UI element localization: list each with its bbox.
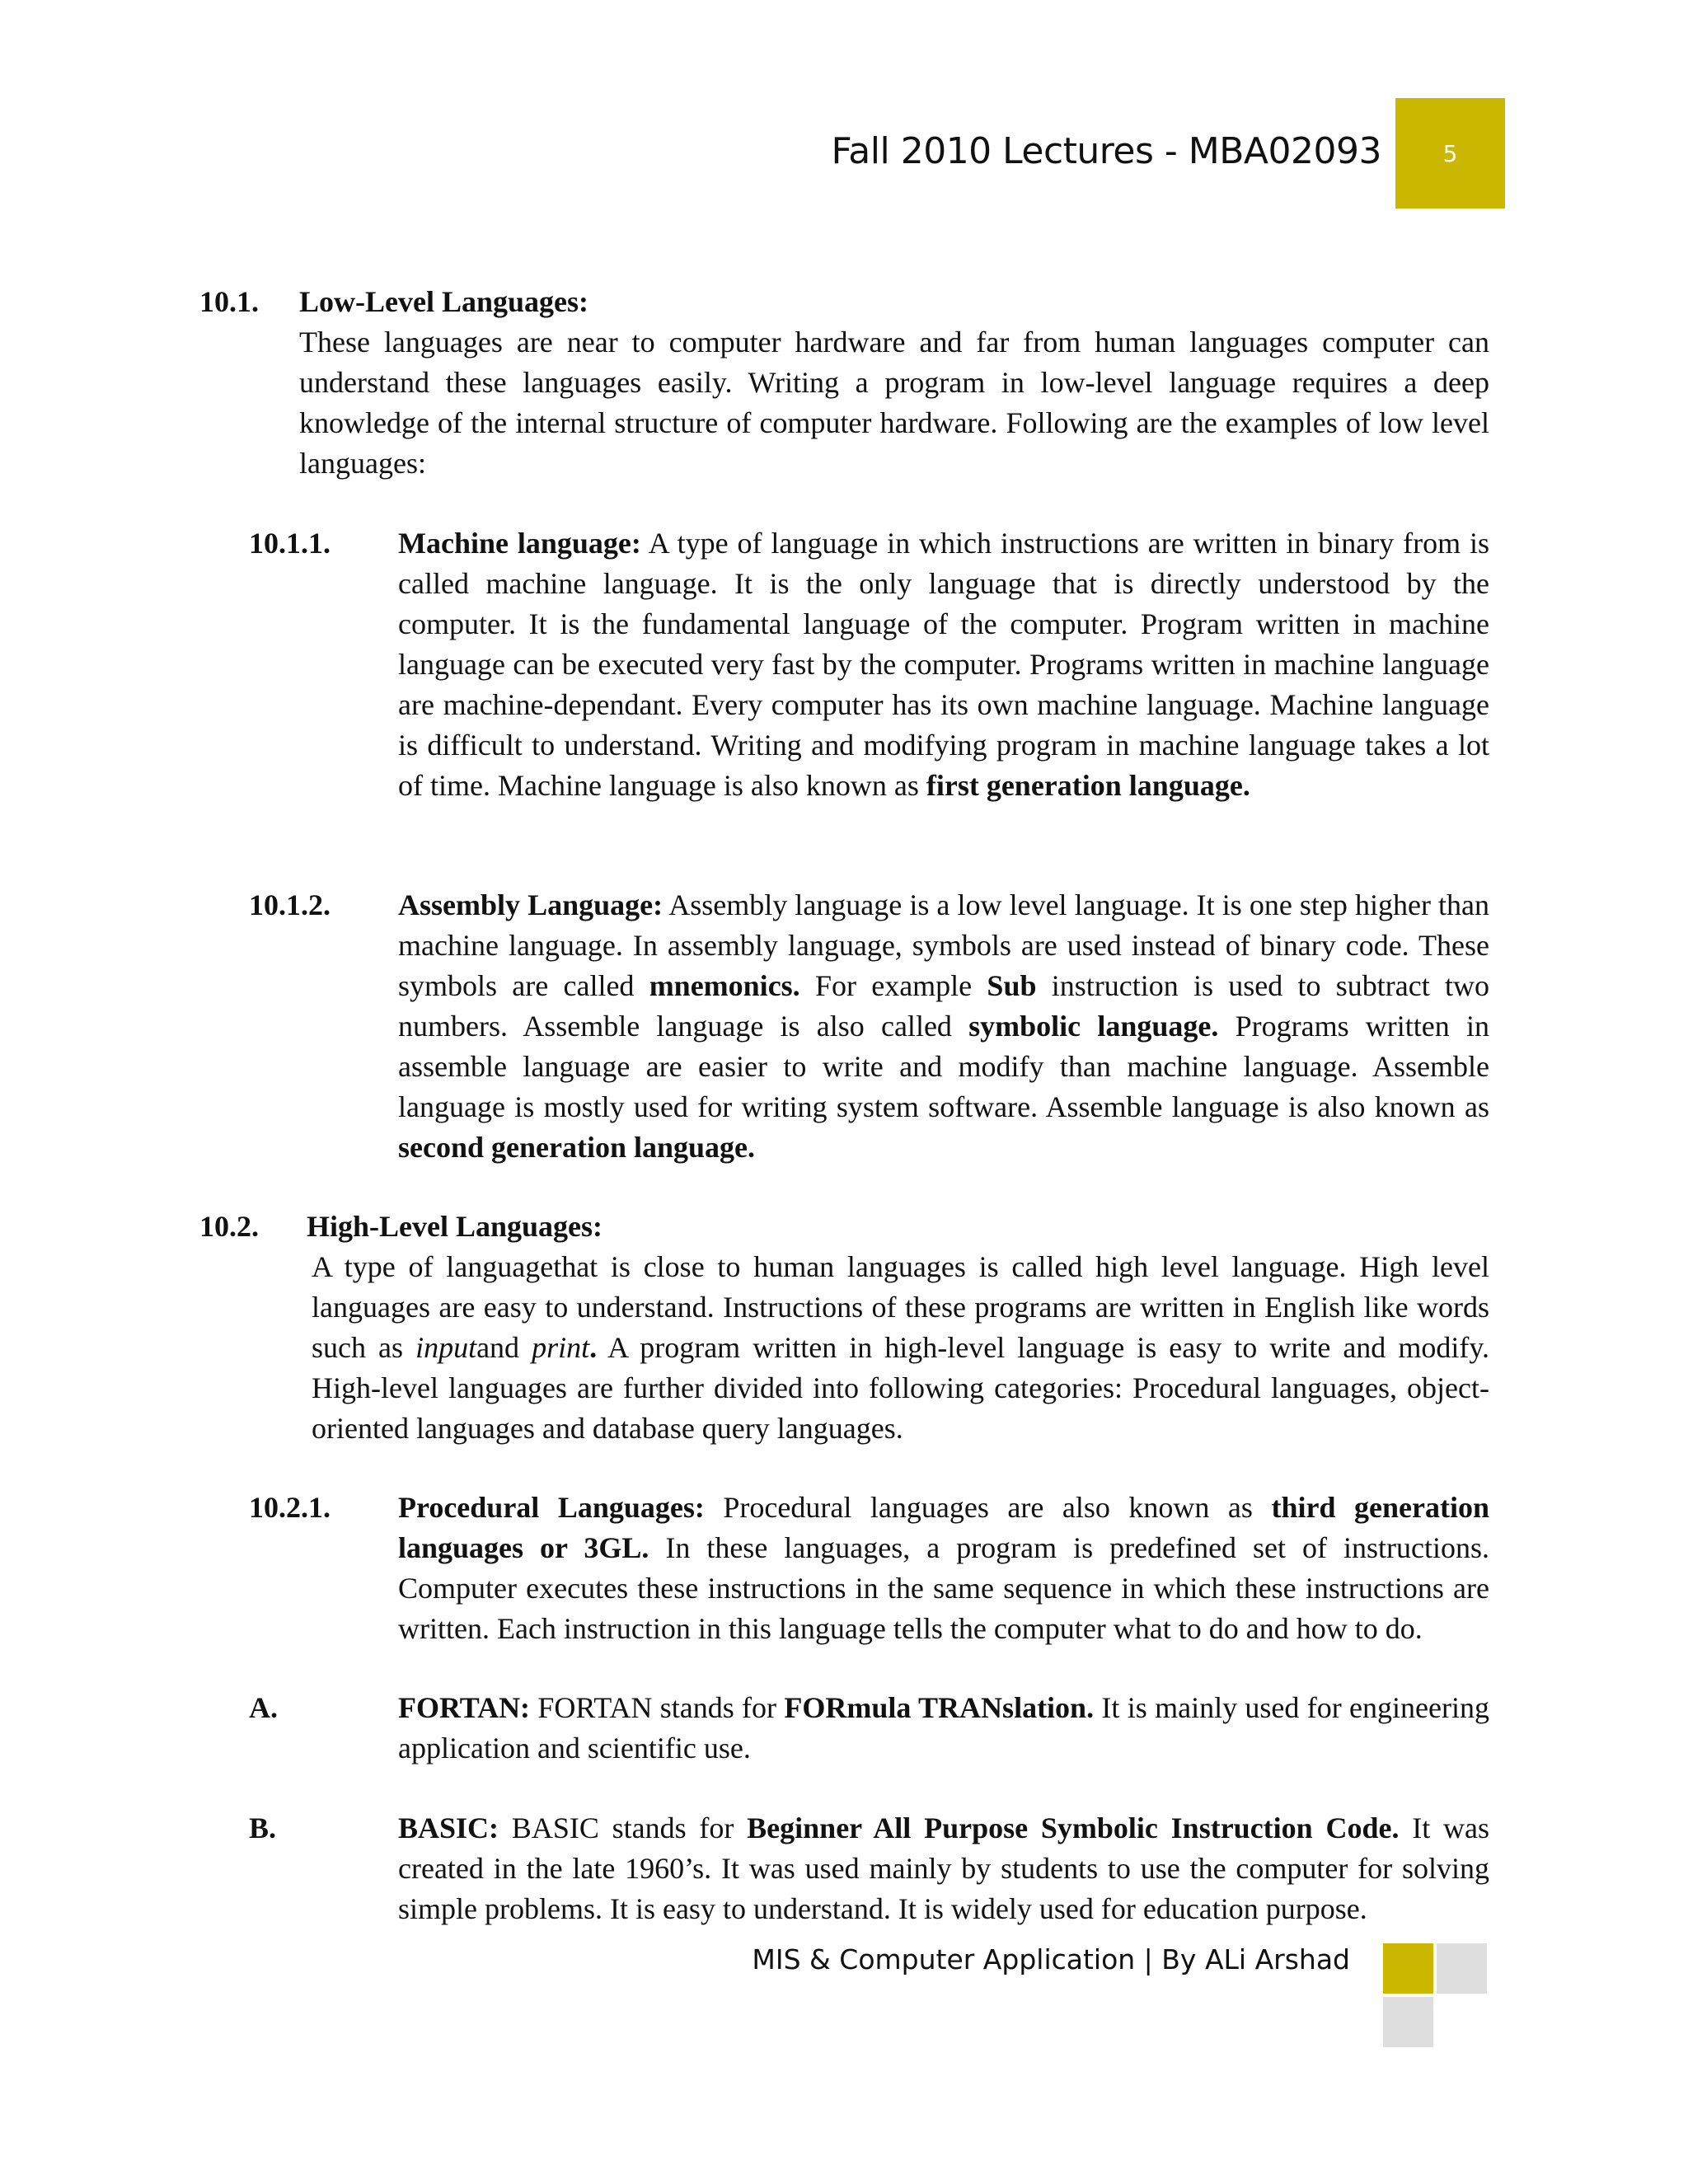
section-number: 10.2. [199,1210,259,1243]
list-item-paragraph: BASIC: BASIC stands for Beginner All Purpose Symbolic Instruction Code. It was created in the late 1960’s. It was used mainly by students to use the computer for solving simple problems. It is easy to understand. It is widely used for education purpose. [398,1811,1490,1925]
subsection-number: 10.1.2. [249,888,331,921]
subsection-paragraph: Assembly Language: Assembly language is a low level language. It is one step higher than machine language. In assembly language, symbols are used instead of binary code. These symbols are called mnemonics. For example Sub instruction is used to subtract two numbers. Assemble language is also called symbolic language. Programs written in assemble language are easier to write and modify than machine language. Assemble language is mostly used for writing system software. Assemble language is also known as second generation language. [398,888,1490,1164]
page-footer-text: MIS & Computer Application | By ALi Arshad [752,1943,1350,1975]
section-paragraph: A type of languagethat is close to human languages is called high level language. High level languages are easy to understand. Instructions of these programs are written in English like words such as inputand print. A program written in high-level language is easy to write and modify. High-level languages are further divided into following categories: Procedural languages, object-oriented languages and database query languages. [312,1250,1490,1445]
page-number-badge [1395,98,1505,209]
subsection-label: Assembly Language: [398,888,663,921]
list-item-letter: B. [249,1811,277,1844]
subsection-paragraph: Machine language: A type of language in which instructions are written in binary from is called machine language. It is the only language that is directly understood by the computer. It is the fundamental language of the computer. Program written in machine language can be executed very fast by the computer. Programs written in machine language are machine-dependant. Every computer has its own machine language. Machine language is difficult to understand. Writing and modifying program in machine language takes a lot of time. Machine language is also known as first generation language. [398,527,1489,802]
subsection-number: 10.2.1. [249,1491,331,1524]
section-paragraph: These languages are near to computer hardware and far from human languages computer can understand these languages easily. Writing a program in low-level language requires a deep knowledge of the internal structure of computer hardware. Following are the examples of low level languages: [299,326,1489,480]
list-item-label: FORTAN: [398,1691,531,1724]
list-item-paragraph: FORTAN: FORTAN stands for FORmula TRANslation. It is mainly used for engineering application and scientific use. [398,1691,1489,1765]
page-header-title: Fall 2010 Lectures - MBA02093 [831,130,1381,172]
footer-decor-square-gray [1383,1997,1433,2047]
subsection-label: Machine language: [398,527,641,560]
list-item-label: BASIC: [398,1811,499,1844]
footer-decor-square-gray [1437,1943,1487,1994]
page-number: 5 [1442,139,1458,167]
list-item-letter: A. [249,1691,278,1724]
subsection-paragraph: Procedural Languages: Procedural languages are also known as third generation languages or 3GL. In these languages, a program is predefined set of instructions. Computer executes these instructions in the same sequence in which these instructions are written. Each instruction in this language tells the computer what to do and how to do. [398,1491,1489,1645]
section-title: Low-Level Languages: [299,285,588,318]
subsection-label: Procedural Languages: [398,1491,705,1524]
footer-decor-square-gold [1383,1943,1433,1994]
section-number: 10.1. [199,285,259,318]
section-title: High-Level Languages: [307,1210,603,1243]
subsection-number: 10.1.1. [249,527,331,560]
